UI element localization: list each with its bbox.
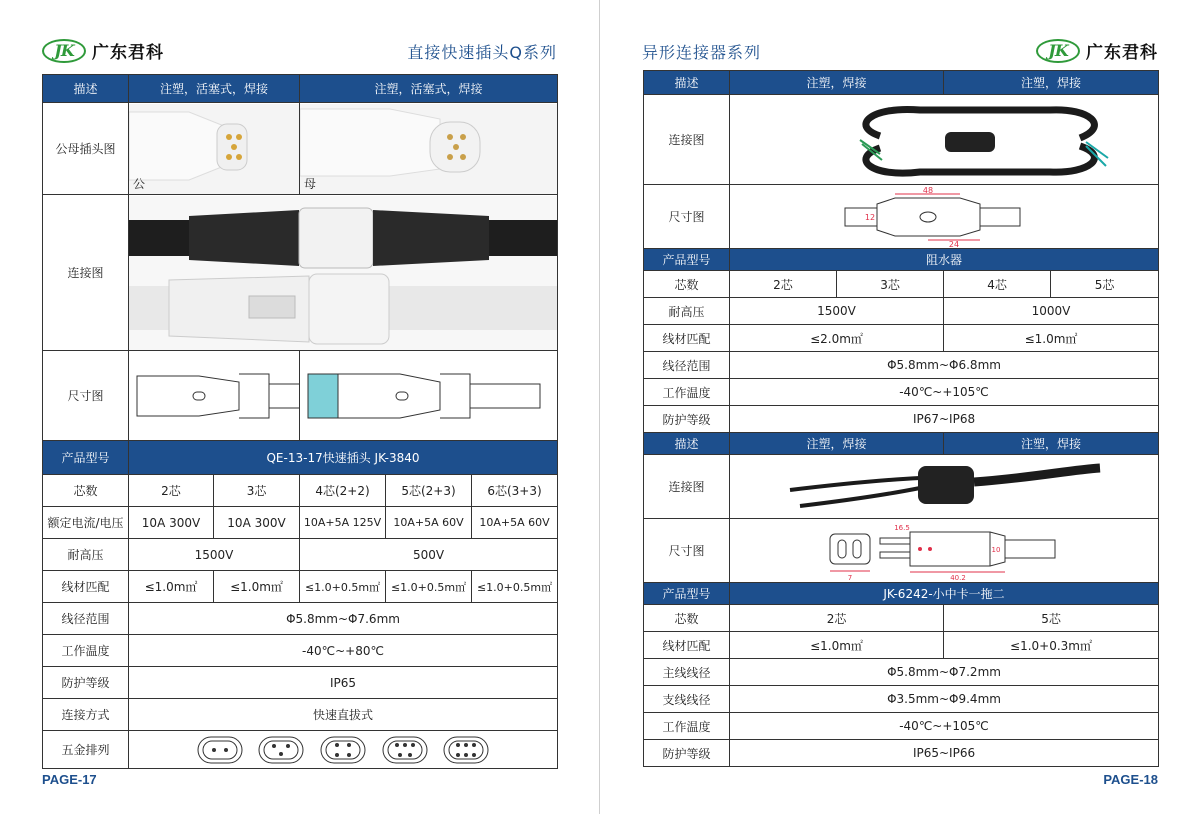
wire-cell: ≤1.0m㎡ <box>944 325 1159 352</box>
desc-label: 描述 <box>644 71 730 95</box>
diameter-label: 线径范围 <box>43 603 129 635</box>
desc-value: 注塑，焊接 <box>730 433 944 455</box>
wire-cell: ≤1.0m㎡ <box>730 632 944 659</box>
wire-label: 线材匹配 <box>644 632 730 659</box>
pin-layout-4-icon <box>320 736 366 764</box>
page-number: PAGE-18 <box>1103 772 1158 787</box>
wire-cell: ≤1.0+0.5m㎡ <box>386 571 472 603</box>
dim-7: 7 <box>847 573 853 582</box>
current-cell: 10A+5A 60V <box>472 507 558 539</box>
spec-table-q <box>42 74 558 769</box>
main-wire-label: 主线线径 <box>644 659 730 686</box>
current-label: 额定电流/电压 <box>43 507 129 539</box>
temp-label: 工作温度 <box>43 635 129 667</box>
cores-cell: 4芯(2+2) <box>300 475 386 507</box>
model-label: 产品型号 <box>644 583 730 605</box>
male-size-drawing <box>129 351 300 441</box>
ip-value: IP65~IP66 <box>730 740 1159 767</box>
connection-label: 连接图 <box>644 455 730 519</box>
wire-label: 线材匹配 <box>644 325 730 352</box>
current-cell: 10A 300V <box>129 507 214 539</box>
ip-value: IP67~IP68 <box>730 406 1159 433</box>
ip-label: 防护等级 <box>644 740 730 767</box>
ip-label: 防护等级 <box>43 667 129 699</box>
desc-label: 描述 <box>644 433 730 455</box>
wire-cell: ≤1.0m㎡ <box>214 571 300 603</box>
voltage-cell: 1000V <box>944 298 1159 325</box>
cores-cell: 2芯 <box>730 605 944 632</box>
wire-cell: ≤2.0m㎡ <box>730 325 944 352</box>
ip-value: IP65 <box>129 667 558 699</box>
pin-layout-5-icon <box>382 736 428 764</box>
dim-12: 12 <box>864 212 876 222</box>
model-value: 阻水器 <box>730 249 1159 271</box>
voltage-cell: 500V <box>300 539 558 571</box>
model-label: 产品型号 <box>43 441 129 475</box>
connection-label: 连接图 <box>644 95 730 185</box>
temp-label: 工作温度 <box>644 713 730 740</box>
splitter-photo <box>730 455 1159 519</box>
model-value: QE-13-17快速插头 JK-3840 <box>129 441 558 475</box>
desc-label: 描述 <box>43 75 129 103</box>
voltage-cell: 1500V <box>129 539 300 571</box>
pin-layouts <box>129 731 558 769</box>
branch-wire-label: 支线线径 <box>644 686 730 713</box>
wire-cell: ≤1.0+0.5m㎡ <box>472 571 558 603</box>
dim-10: 10 <box>991 545 1001 554</box>
model-value: JK-6242-小中卡一拖二 <box>730 583 1159 605</box>
waterproof-size-drawing <box>730 185 1159 249</box>
cores-cell: 3芯 <box>214 475 300 507</box>
cores-cell: 5芯 <box>944 605 1159 632</box>
temp-value: -40℃~+105℃ <box>730 713 1159 740</box>
male-caption: 公 <box>133 177 146 191</box>
dim-48: 48 <box>922 185 934 195</box>
voltage-label: 耐高压 <box>43 539 129 571</box>
size-label: 尺寸图 <box>644 519 730 583</box>
pin-layout-3-icon <box>258 736 304 764</box>
diameter-label: 线径范围 <box>644 352 730 379</box>
temp-value: -40℃~+80℃ <box>129 635 558 667</box>
voltage-cell: 1500V <box>730 298 944 325</box>
main-wire-value: Φ5.8mm~Φ7.2mm <box>730 659 1159 686</box>
cores-label: 芯数 <box>644 605 730 632</box>
right-page <box>600 0 1200 814</box>
temp-value: -40℃~+105℃ <box>730 379 1159 406</box>
cores-cell: 4芯 <box>944 271 1051 298</box>
cores-cell: 5芯(2+3) <box>386 475 472 507</box>
female-caption: 母 <box>304 177 317 191</box>
current-cell: 10A 300V <box>214 507 300 539</box>
brand-logo <box>1036 38 1158 63</box>
cores-cell: 5芯 <box>1051 271 1159 298</box>
cores-cell: 2芯 <box>129 475 214 507</box>
jk-logo-icon: JK <box>42 39 86 63</box>
dim-40-2: 40.2 <box>950 573 966 582</box>
desc-value: 注塑，焊接 <box>944 433 1159 455</box>
page-title: 异形连接器系列 <box>642 43 762 62</box>
desc-value: 注塑，活塞式，焊接 <box>300 75 558 103</box>
page-number: PAGE-17 <box>42 772 97 787</box>
wire-cell: ≤1.0m㎡ <box>129 571 214 603</box>
cores-label: 芯数 <box>644 271 730 298</box>
plug-label: 公母插头图 <box>43 103 129 195</box>
female-plug-photo <box>300 103 558 195</box>
pin-layout-6-icon <box>443 736 489 764</box>
desc-value: 注塑，活塞式，焊接 <box>129 75 300 103</box>
voltage-label: 耐高压 <box>644 298 730 325</box>
desc-value: 注塑，焊接 <box>944 71 1159 95</box>
splitter-size-drawing <box>730 519 1159 583</box>
wire-cell: ≤1.0+0.3m㎡ <box>944 632 1159 659</box>
wire-cell: ≤1.0+0.5m㎡ <box>300 571 386 603</box>
connection-label: 连接图 <box>43 195 129 351</box>
connection-photo <box>129 195 558 351</box>
spec-table-waterproof <box>643 70 1159 767</box>
diameter-value: Φ5.8mm~Φ7.6mm <box>129 603 558 635</box>
cores-cell: 2芯 <box>730 271 837 298</box>
wire-label: 线材匹配 <box>43 571 129 603</box>
size-label: 尺寸图 <box>43 351 129 441</box>
pins-label: 五金排列 <box>43 731 129 769</box>
current-cell: 10A+5A 125V <box>300 507 386 539</box>
diameter-value: Φ5.8mm~Φ6.8mm <box>730 352 1159 379</box>
ip-label: 防护等级 <box>644 406 730 433</box>
page-title: 直接快速插头Q系列 <box>407 43 557 62</box>
method-value: 快速直拔式 <box>129 699 558 731</box>
jk-logo-icon: JK <box>1036 39 1080 63</box>
temp-label: 工作温度 <box>644 379 730 406</box>
waterproof-photo <box>730 95 1159 185</box>
brand-name: 广东君科 <box>92 43 164 63</box>
brand-name: 广东君科 <box>1086 43 1158 63</box>
cores-cell: 3芯 <box>837 271 944 298</box>
pin-layout-2-icon <box>197 736 243 764</box>
male-plug-photo <box>129 103 300 195</box>
branch-wire-value: Φ3.5mm~Φ9.4mm <box>730 686 1159 713</box>
current-cell: 10A+5A 60V <box>386 507 472 539</box>
dim-24: 24 <box>948 239 960 248</box>
method-label: 连接方式 <box>43 699 129 731</box>
dim-16-5: 16.5 <box>894 523 910 532</box>
cores-label: 芯数 <box>43 475 129 507</box>
desc-value: 注塑，焊接 <box>730 71 944 95</box>
size-label: 尺寸图 <box>644 185 730 249</box>
cores-cell: 6芯(3+3) <box>472 475 558 507</box>
brand-logo <box>42 38 164 63</box>
female-size-drawing <box>300 351 558 441</box>
model-label: 产品型号 <box>644 249 730 271</box>
